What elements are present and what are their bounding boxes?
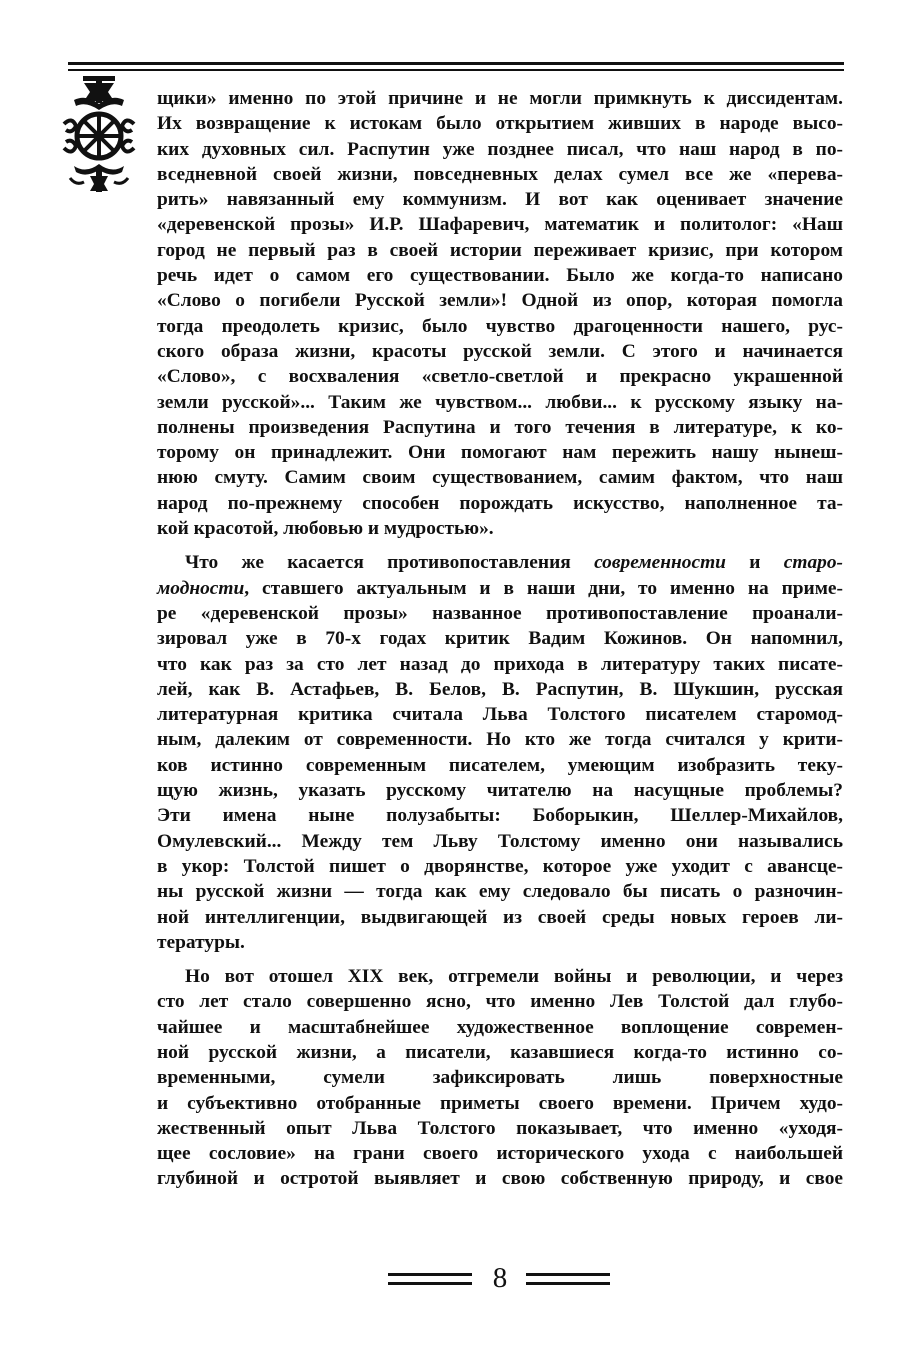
- text-line: рить» навязанный ему коммунизм. И вот как оценивает значение: [157, 189, 843, 211]
- text-line: ского образа жизни, красоты русской земли. С этого и начинается: [157, 340, 843, 362]
- text-run: , ставшего актуальным и в наши дни, то именно на приме-: [244, 577, 843, 599]
- text-line: «Слово о погибели Русской земли»! Одной из опор, которая помогла: [157, 290, 843, 312]
- text-line: чайшее и масштабнейшее художественное воплощение современ-: [157, 1016, 843, 1038]
- text-line: щики» именно по этой причине и не могли примкнуть к диссидентам.: [157, 88, 843, 109]
- text-line: ным, далеким от современности. Но кто же тогда считался у крити-: [157, 729, 843, 751]
- text-line: зировал уже в 70-х годах критик Вадим Кожинов. Он напомнил,: [157, 628, 843, 650]
- text-line: ков истинно современным писателем, умеющим изобразить теку-: [157, 754, 843, 776]
- folk-ornament-icon: [60, 74, 138, 194]
- paragraph-1: [157, 86, 843, 541]
- text-line: щую жизнь, указать русскому читателю на насущные проблемы?: [157, 780, 843, 802]
- italic-term: современности: [594, 552, 726, 574]
- text-line: глубиной и остротой выявляет и свою собственную природу, и свое: [157, 1168, 843, 1190]
- italic-term: модности: [157, 577, 245, 599]
- footer-rule-right-top: [526, 1273, 610, 1276]
- page-number: 8: [492, 1262, 508, 1294]
- text-line: кой красотой, любовью и мудростью».: [157, 518, 494, 540]
- paragraph-2: [157, 550, 843, 955]
- text-line: ре «деревенской прозы» названное противопоставление проанали-: [157, 602, 843, 624]
- page-footer: [0, 1262, 907, 1302]
- text-line: тературы.: [157, 931, 245, 953]
- text-line: «деревенской прозы» И.Р. Шафаревич, математик и политолог: «Наш: [157, 214, 843, 236]
- text-line: жественный опыт Льва Толстого показывает, что именно «уходя-: [157, 1117, 843, 1139]
- header-rule-thick: [68, 62, 844, 65]
- body-text: [157, 86, 843, 1192]
- text-line: ной русской жизни, а писатели, казавшиеся когда-то истинно со-: [157, 1041, 843, 1063]
- header-rule-thin: [68, 69, 844, 71]
- text-line: [157, 576, 843, 601]
- text-line: сто лет стало совершенно ясно, что именно Лев Толстой дал глубо-: [157, 991, 843, 1013]
- text-line: город не первый раз в своей истории переживает кризис, при котором: [157, 239, 843, 261]
- text-line: ны русской жизни — тогда как ему следовало бы писать о разночин-: [157, 881, 843, 903]
- text-line: что как раз за сто лет назад до прихода в литературу таких писате-: [157, 653, 843, 675]
- text-line: Омулевский... Между тем Льву Толстому именно они назывались: [157, 830, 843, 852]
- text-line: ких духовных сил. Распутин уже позднее писал, что наш народ в по-: [157, 138, 843, 160]
- text-line: народ по-прежнему способен порождать искусство, наполненное та-: [157, 492, 843, 514]
- footer-rule-left-top: [388, 1273, 472, 1276]
- text-line: земли русской»... Таким же чувством... любви... к русскому языку на-: [157, 391, 843, 413]
- text-run: и: [725, 552, 784, 574]
- text-line: [157, 550, 843, 575]
- text-line: речь идет о самом его существовании. Было же когда-то написано: [157, 265, 843, 287]
- text-line: щее сословие» на грани своего исторического ухода с наибольшей: [157, 1143, 843, 1165]
- footer-rule-right-bottom: [526, 1282, 610, 1285]
- text-line: лей, как В. Астафьев, В. Белов, В. Распутин, В. Шукшин, русская: [157, 678, 843, 700]
- text-line: временными, сумели зафиксировать лишь поверхностные: [157, 1067, 843, 1089]
- text-line: тогда преодолеть кризис, было чувство драгоценности нашего, рус-: [157, 315, 843, 337]
- paragraph-3: [157, 964, 843, 1192]
- text-run: Что же касается противопоставления: [185, 552, 595, 574]
- footer-rule-left-bottom: [388, 1282, 472, 1285]
- text-line: Эти имена ныне полузабыты: Боборыкин, Шеллер-Михайлов,: [157, 805, 843, 827]
- text-line: Их возвращение к истокам было открытием живших в народе высо-: [157, 113, 843, 135]
- text-line: в укор: Толстой пишет о дворянстве, которое уже уходит с авансце-: [157, 855, 843, 877]
- text-line: торому он принадлежит. Они помогают нам пережить нашу нынеш-: [157, 442, 843, 464]
- text-line: литературная критика считала Льва Толстого писателем старомод-: [157, 704, 843, 726]
- text-line: и субъективно отобранные приметы своего времени. Причем худо-: [157, 1092, 843, 1114]
- text-line: вседневной своей жизни, повседневных делах сумел все же «перева-: [157, 163, 843, 185]
- text-line: ной интеллигенции, выдвигающей из своей среды новых героев ли-: [157, 906, 843, 928]
- text-line: полнены произведения Распутина и того течения в литературе, к ко-: [157, 416, 843, 438]
- italic-term: старо-: [783, 552, 843, 574]
- text-line: Но вот отошел XIX век, отгремели войны и революции, и через: [185, 966, 843, 988]
- text-line: «Слово», с восхваления «светло-светлой и прекрасно украшенной: [157, 366, 843, 388]
- text-line: нюю смуту. Самим своим существованием, самим фактом, что наш: [157, 467, 843, 489]
